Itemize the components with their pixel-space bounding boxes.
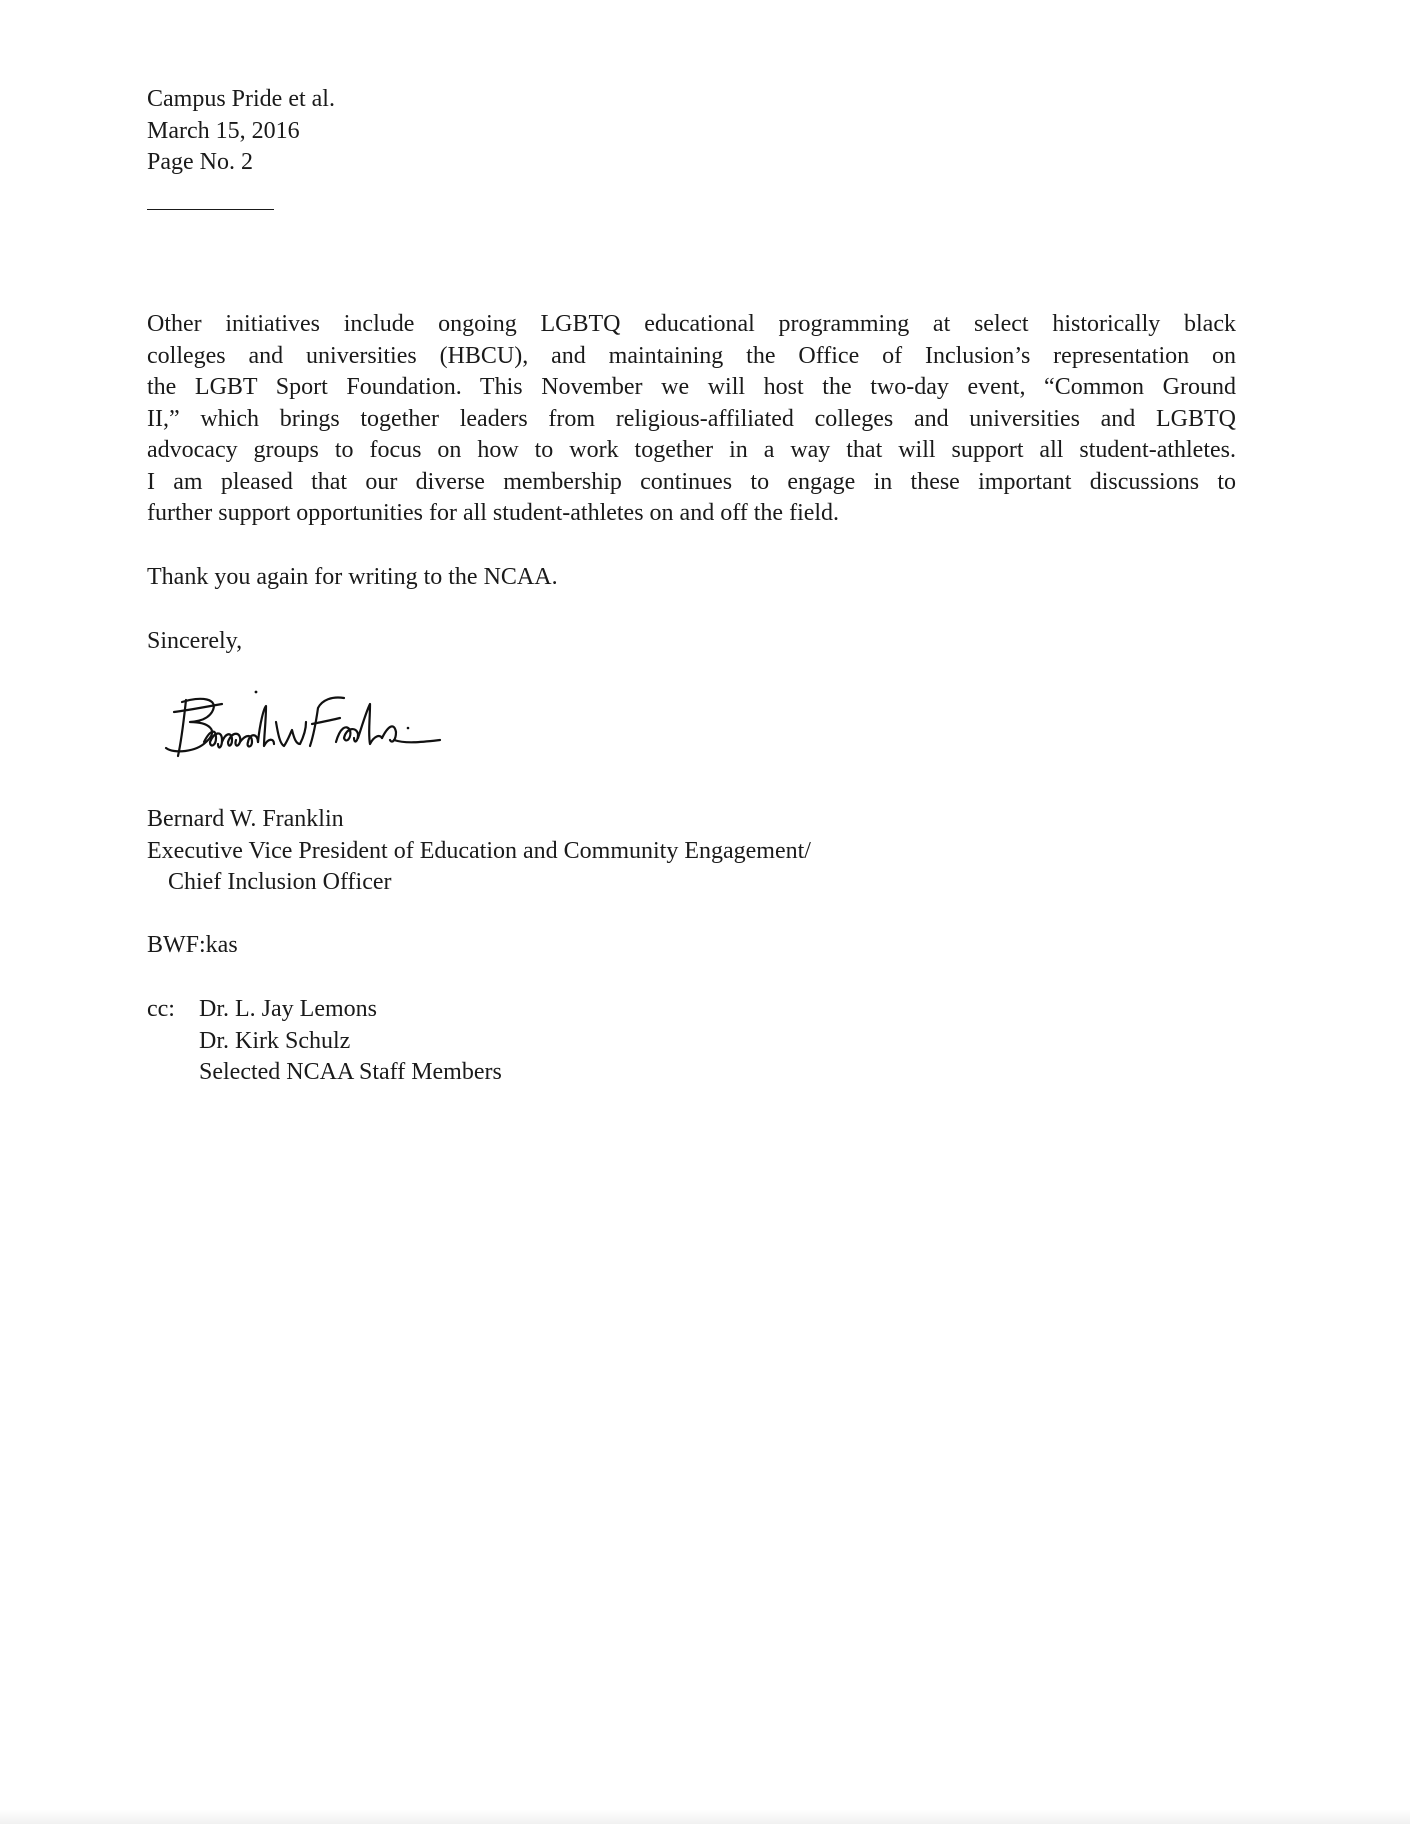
paragraph-line: colleges and universities (HBCU), and maintaining the Office of Inclusion’s representation on <box>147 342 1236 369</box>
signer-title-continued: Chief Inclusion Officer <box>168 869 392 895</box>
paragraph-line: further support opportunities for all student-athletes on and off the field. <box>147 500 840 526</box>
recipient-line: Campus Pride et al. <box>147 86 335 112</box>
cc-recipient-list <box>199 994 502 1089</box>
cc-recipient: Dr. L. Jay Lemons <box>199 996 377 1022</box>
closing-salutation: Sincerely, <box>147 628 243 654</box>
cc-recipient: Dr. Kirk Schulz <box>199 1027 351 1054</box>
body-paragraph <box>147 309 1236 530</box>
reference-initials: BWF:kas <box>147 932 238 958</box>
paragraph-line: II,” which brings together leaders from religious-affiliated colleges and universities and LGBTQ <box>147 405 1236 432</box>
thanks-paragraph: Thank you again for writing to the NCAA. <box>147 564 558 590</box>
page-bottom-edge <box>0 1810 1410 1824</box>
letter-date: March 15, 2016 <box>147 117 300 144</box>
signer-block <box>147 804 811 899</box>
paragraph-line: advocacy groups to focus on how to work together in a way that will support all student-athletes. <box>147 437 1236 463</box>
cc-label: cc: <box>147 996 175 1022</box>
cc-recipient: Selected NCAA Staff Members <box>199 1059 502 1085</box>
signature-icon <box>160 682 480 778</box>
page-number: Page No. 2 <box>147 149 253 175</box>
letter-header <box>147 84 335 179</box>
paragraph-line: I am pleased that our diverse membership continues to engage in these important discussions to <box>147 468 1236 495</box>
signer-name: Bernard W. Franklin <box>147 806 344 832</box>
header-rule <box>147 209 274 210</box>
signer-title: Executive Vice President of Education and Community Engagement/ <box>147 837 811 864</box>
paragraph-line: the LGBT Sport Foundation. This November we will host the two-day event, “Common Ground <box>147 374 1236 400</box>
paragraph-line: Other initiatives include ongoing LGBTQ educational programming at select historically black <box>147 311 1236 337</box>
